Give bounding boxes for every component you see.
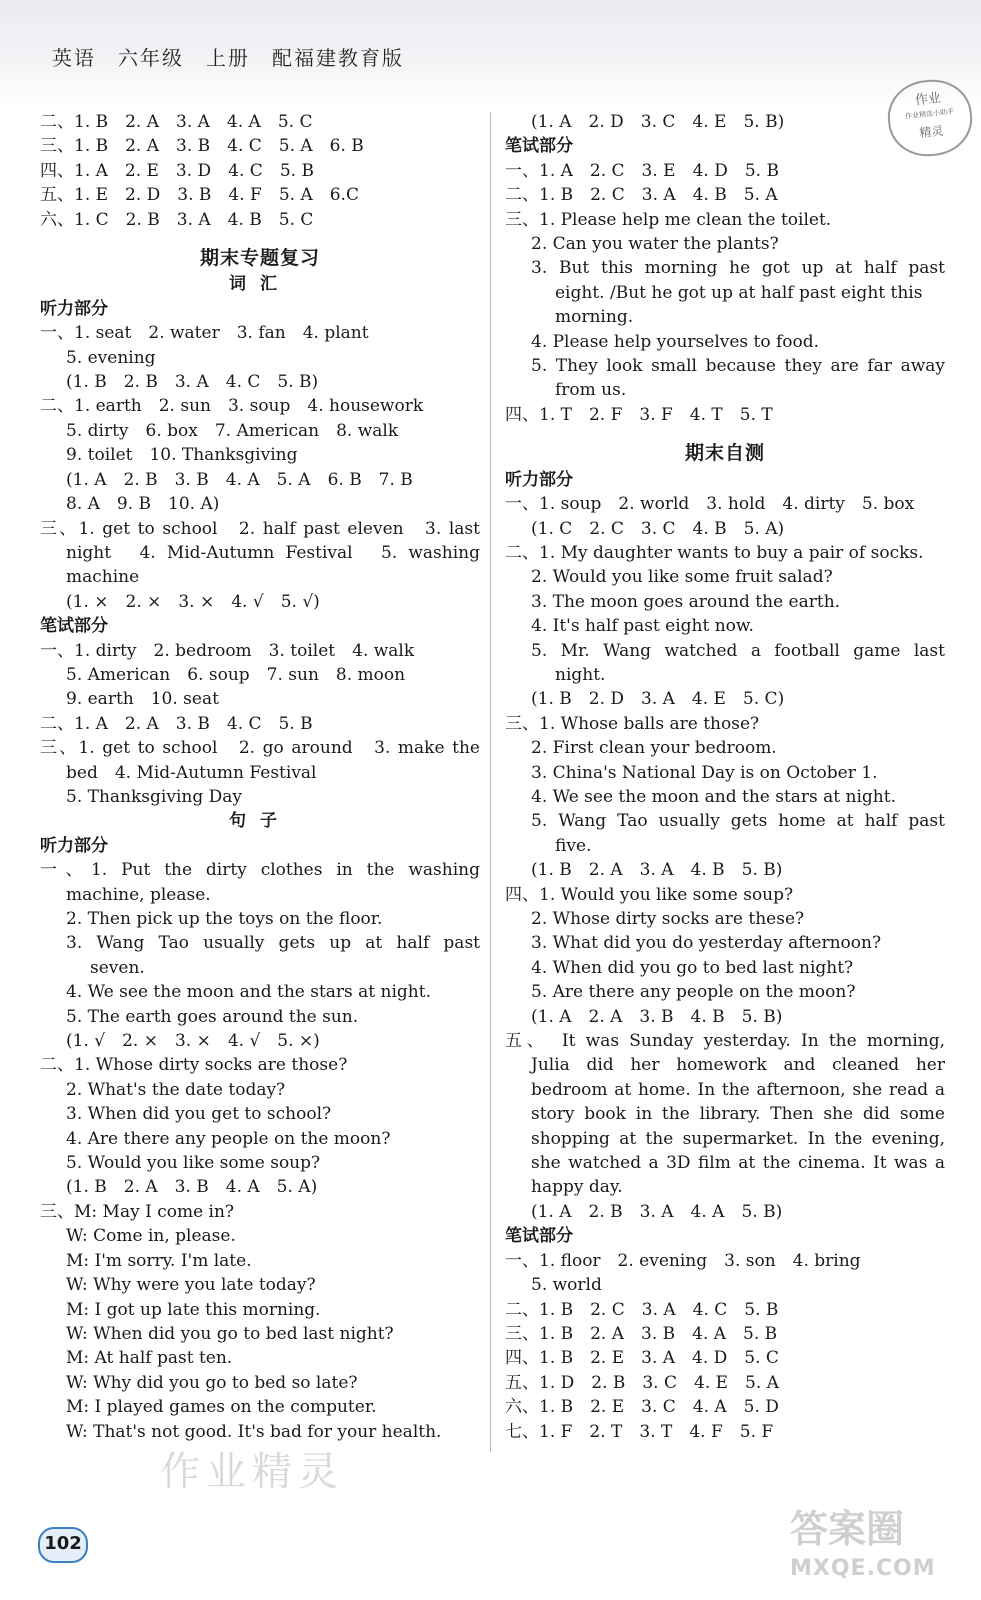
answer-line: 五、1. D 2. B 3. C 4. E 5. A [505,1372,779,1393]
answer-line: 二、1. Whose dirty socks are those? [40,1055,348,1076]
page-header: 英语 六年级 上册 配福建教育版 [52,46,404,70]
watermark-logo: 答案圈 [790,1507,905,1551]
answer-line: 2. What's the date today? [66,1079,286,1100]
answer-line: 四、1. A 2. E 3. D 4. C 5. B [40,160,314,181]
listening-label: 听力部分 [505,469,573,490]
answer-line: W: That's not good. It's bad for your health. [66,1421,442,1442]
stamp-bottom: 精灵 [918,123,945,141]
answer-line: 5. Would you like some soup? [66,1153,321,1174]
answer-line: M: I'm sorry. I'm late. [66,1250,252,1271]
answer-line: 9. earth 10. seat [66,689,219,710]
answer-line: 六、1. C 2. B 3. A 4. B 5. C [40,209,314,230]
section-title: 期末自测 [684,442,765,465]
written-label: 笔试部分 [505,136,573,157]
answer-line: (1. B 2. A 3. B 4. A 5. A) [66,1177,318,1198]
answer-line: 2. Can you water the plants? [531,234,779,255]
answer-line: M: I got up late this morning. [66,1299,321,1320]
subsection-title: 词汇 [229,274,291,295]
answer-line: (1. A 2. D 3. C 4. E 5. B) [531,112,785,132]
answer-line: 5. Wang Tao usually gets home at half past [531,811,945,832]
answer-line: 二、1. My daughter wants to buy a pair of socks. [505,542,924,563]
answer-line: (1. A 2. B 3. A 4. A 5. B) [531,1201,783,1222]
answer-line: 5. Mr. Wang watched a football game last [531,640,945,661]
answer-line: 3. The moon goes around the earth. [531,591,841,612]
watermark-url: MXQE.COM [790,1556,936,1581]
answer-line: 4. When did you go to bed last night? [531,957,854,978]
answer-line: seven. [90,957,145,978]
answer-line: 4. We see the moon and the stars at night. [531,786,896,807]
answer-line: night. [555,664,606,685]
left-column [40,110,480,1444]
answer-line: 5. They look small because they are far away [531,356,945,377]
answer-line: 4. It's half past eight now. [531,616,754,637]
answer-line: (1. B 2. D 3. A 4. E 5. C) [531,689,785,710]
answer-line: M: I played games on the computer. [66,1397,377,1418]
answer-line: 5. Thanksgiving Day [66,786,242,807]
answer-line: 5. evening [66,347,156,368]
answer-line: 三、1. B 2. A 3. B 4. C 5. A 6. B [40,136,364,157]
answer-line: 3. What did you do yesterday afternoon? [531,933,882,954]
answer-line: 二、1. earth 2. sun 3. soup 4. housework [40,396,424,417]
answer-line: 二、1. B 2. A 3. A 4. A 5. C [40,112,313,132]
answer-line: from us. [555,380,627,401]
answer-line: bedroom at home. In the afternoon, she read a [531,1079,945,1100]
page-number: 102 [38,1527,88,1563]
answer-line: night 4. Mid-Autumn Festival 5. washing [66,542,480,563]
answer-line: W: Why were you late today? [66,1275,316,1296]
answer-line: 三、1. B 2. A 3. B 4. A 5. B [505,1323,778,1344]
answer-line: (1. B 2. B 3. A 4. C 5. B) [66,372,319,393]
answer-line: 5. American 6. soup 7. sun 8. moon [66,664,406,685]
answer-line: 三、1. get to school 2. half past eleven 3. last [40,518,480,539]
answer-line: 一、1. Put the dirty clothes in the washing [40,860,480,881]
answer-line: W: Come in, please. [66,1226,236,1247]
answer-line: 四、1. B 2. E 3. A 4. D 5. C [505,1348,779,1369]
answer-line: 4. We see the moon and the stars at night. [66,982,431,1003]
answer-line: 七、1. F 2. T 3. T 4. F 5. F [505,1421,774,1442]
answer-line: (1. √ 2. × 3. × 4. √ 5. ×) [66,1031,320,1052]
answer-line: 二、1. B 2. C 3. A 4. C 5. B [505,1299,779,1320]
answer-line: M: At half past ten. [66,1348,233,1369]
answer-line: five. [555,835,592,856]
answer-line: 3. Wang Tao usually gets up at half past [66,933,480,954]
right-column [505,110,945,1444]
answer-line: 五、1. E 2. D 3. B 4. F 5. A 6.C [40,185,359,206]
answer-line: 2. First clean your bedroom. [531,738,777,759]
answer-line: 2. Whose dirty socks are these? [531,909,805,929]
answer-line: bed 4. Mid-Autumn Festival [66,762,317,783]
answer-line: 4. Please help yourselves to food. [531,331,820,352]
answer-line: 二、1. A 2. A 3. B 4. C 5. B [40,713,313,734]
answer-line: (1. × 2. × 3. × 4. √ 5. √) [66,591,320,612]
answer-line: (1. B 2. A 3. A 4. B 5. B) [531,860,783,881]
answer-line: 5. The earth goes around the sun. [66,1006,359,1027]
answer-line: W: When did you go to bed last night? [66,1323,394,1344]
answer-line: 三、1. Please help me clean the toilet. [505,209,832,230]
answer-line: W: Why did you go to bed so late? [66,1372,358,1393]
answer-line: 四、1. Would you like some soup? [505,884,794,905]
answer-line: 三、1. Whose balls are those? [505,713,760,734]
watermark-center: 作业精灵 [160,1449,344,1495]
listening-label: 听力部分 [40,298,108,319]
answer-line: 2. Then pick up the toys on the floor. [66,909,383,929]
answer-line: 一、1. floor 2. evening 3. son 4. bring [505,1250,861,1271]
listening-label: 听力部分 [40,835,108,856]
answer-line: 3. When did you get to school? [66,1104,332,1125]
answer-line: 5. world [531,1275,602,1296]
answer-line: 9. toilet 10. Thanksgiving [66,445,298,466]
stamp-top: 作业 [914,90,942,109]
answer-line: morning. [555,307,634,328]
answer-line: 4. Are there any people on the moon? [66,1128,391,1149]
answer-line: 一、1. soup 2. world 3. hold 4. dirty 5. box [505,494,915,515]
written-label: 笔试部分 [40,616,108,637]
answer-line: machine [66,567,140,588]
answer-line: story book in the library. Then she did some [531,1104,945,1125]
stamp-middle: 作业精选小助手 [904,107,955,121]
answer-line: 一、1. dirty 2. bedroom 3. toilet 4. walk [40,640,415,661]
answer-line: 8. A 9. B 10. A) [66,494,220,515]
answer-line: 2. Would you like some fruit salad? [531,567,833,588]
answer-line: (1. A 2. A 3. B 4. B 5. B) [531,1006,783,1027]
answer-line: machine, please. [66,884,211,905]
answer-line: 三、M: May I come in? [40,1201,235,1222]
answer-line: 3. China's National Day is on October 1. [531,762,878,783]
answer-line: eight. /But he got up at half past eight this [555,282,923,303]
written-label: 笔试部分 [505,1226,573,1247]
answer-line: happy day. [531,1177,623,1198]
answer-line: 5. dirty 6. box 7. American 8. walk [66,420,399,441]
answer-line: she watched a 3D film at the cinema. It was a [531,1153,945,1174]
section-title: 期末专题复习 [199,247,320,270]
subsection-title: 句子 [229,811,291,832]
column-divider [490,112,491,1452]
answer-line: 一、1. seat 2. water 3. fan 4. plant [40,323,369,344]
answer-line: (1. A 2. B 3. B 4. A 5. A 6. B 7. B [66,469,413,490]
answer-line: Julia did her homework and cleaned her [531,1055,945,1076]
answer-line: 3. But this morning he got up at half past [531,258,945,279]
answer-line: 5. Are there any people on the moon? [531,982,856,1003]
answer-line: 一、1. A 2. C 3. E 4. D 5. B [505,160,779,181]
answer-line: 三、1. get to school 2. go around 3. make the [40,738,480,759]
answer-line: 六、1. B 2. E 3. C 4. A 5. D [505,1397,779,1418]
answer-line: (1. C 2. C 3. C 4. B 5. A) [531,518,785,539]
answer-line: shopping at the supermarket. In the evening, [531,1128,945,1149]
answer-line: 四、1. T 2. F 3. F 4. T 5. T [505,404,773,425]
answer-line: 二、1. B 2. C 3. A 4. B 5. A [505,185,778,206]
answer-line: 五、 It was Sunday yesterday. In the morning, [505,1031,945,1052]
